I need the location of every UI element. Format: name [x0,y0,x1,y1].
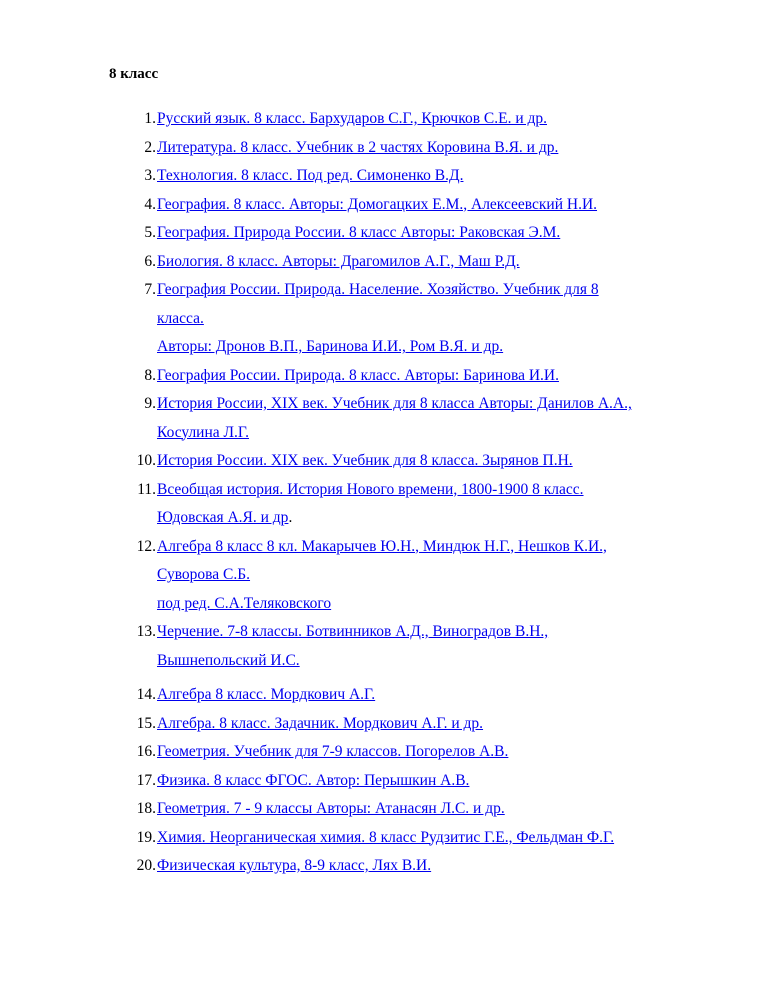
list-item-number: 11. [137,480,156,498]
list-item-line [157,561,730,590]
list-item [110,390,730,447]
section-heading: 8 класс [109,66,159,82]
list-item-number: 5. [144,224,156,241]
list-item-line [157,738,730,767]
list-item-line [157,248,730,277]
list-item [110,767,730,796]
list-item-line [157,105,730,134]
list-item-number: 20. [136,857,156,874]
book-link[interactable]: Литература. 8 класс. Учебник в 2 частях Коровина В.Я. и др. [157,138,559,156]
list-item-number: 17. [136,771,156,789]
list-item-line [157,618,730,647]
list-item [110,191,730,220]
list-item-line [157,647,730,676]
list-item-line [157,852,730,881]
book-link[interactable]: История России. XIX век. Учебник для 8 класса. Зырянов П.Н. [157,452,573,469]
book-link[interactable]: Алгебра 8 класс. Мордкович А.Г. [157,686,376,703]
list-item-line [157,824,730,853]
list-item [110,276,730,362]
list-item [110,852,730,881]
book-link[interactable]: География. Природа России. 8 класс Авторы: Раковская Э.М. [157,224,561,241]
list-item-number: 15. [136,714,156,732]
book-link[interactable]: Авторы: Дронов В.П., Баринова И.И., Ром В.Я. и др. [157,338,504,355]
list-item-number: 2. [144,138,156,156]
list-item-number: 1. [144,110,156,127]
book-link[interactable]: Химия. Неорганическая химия. 8 класс Рудзитис Г.Е., Фельдман Ф.Г. [157,828,615,846]
list-item-line [157,419,730,448]
list-item-line [157,447,730,476]
book-link[interactable]: класса. [157,309,204,327]
list-item [110,134,730,163]
list-item [110,476,730,533]
list-item-number: 8. [144,366,156,384]
list-item-number: 18. [136,800,156,817]
list-item-number: 4. [144,195,156,213]
list-item-line [157,476,730,505]
list-item [110,162,730,191]
book-link[interactable]: География России. Природа. 8 класс. Авторы: Баринова И.И. [157,366,559,384]
list-item-line [157,681,730,710]
book-link[interactable]: Алгебра. 8 класс. Задачник. Мордкович А.Г. и др. [157,714,484,732]
list-item-number: 14. [136,686,156,703]
book-link[interactable]: Косулина Л.Г. [157,423,250,441]
book-link[interactable]: Биология. 8 класс. Авторы: Драгомилов А.Г., Маш Р.Д. [157,252,520,270]
book-link[interactable]: Алгебра 8 класс 8 кл. Макарычев Ю.Н., Миндюк Н.Г., Нешков К.И., [157,537,607,555]
trailing-punctuation: . [288,509,293,526]
list-item-line [157,533,730,562]
book-link[interactable]: География России. Природа. Население. Хозяйство. Учебник для 8 [157,281,599,298]
list-item-number: 12. [136,537,156,555]
list-item-number: 9. [144,395,156,412]
list-item [110,248,730,277]
book-link[interactable]: Русский язык. 8 класс. Бархударов С.Г., Крючков С.Е. и др. [157,110,547,127]
list-item-line [157,162,730,191]
book-link[interactable]: Черчение. 7-8 классы. Ботвинников А.Д., Виноградов В.Н., [157,623,549,640]
list-item-line [157,333,730,362]
list-item-line [157,504,730,533]
list-item [110,105,730,134]
list-item-line [157,276,730,305]
list-item-number: 19. [136,828,156,846]
list-item-line [157,795,730,824]
book-link[interactable]: География. 8 класс. Авторы: Домогацких Е.М., Алексеевский Н.И. [157,195,598,213]
book-link[interactable]: Физика. 8 класс ФГОС. Автор: Перышкин А.В. [157,771,470,789]
list-item-line [157,305,730,334]
list-item-number: 6. [144,252,156,270]
list-item-line [157,362,730,391]
list-item-line [157,191,730,220]
list-item-line [157,134,730,163]
book-link[interactable]: История России, XIX век. Учебник для 8 класса Авторы: Данилов А.А., [157,395,632,412]
list-item-number: 7. [144,281,156,298]
list-item-line [157,767,730,796]
book-link[interactable]: Юдовская А.Я. и др [157,509,289,526]
list-item [110,738,730,767]
book-link[interactable]: Суворова С.Б. [157,566,251,583]
list-item-line [157,219,730,248]
list-item [110,362,730,391]
book-link[interactable]: Всеобщая история. История Нового времени, 1800-1900 8 класс. [157,480,584,498]
list-item [110,681,730,710]
list-item [110,795,730,824]
list-item-number: 10. [136,452,156,469]
list-item-line [157,710,730,739]
book-link[interactable]: Геометрия. Учебник для 7-9 классов. Погорелов А.В. [157,743,509,760]
book-link[interactable]: Геометрия. 7 - 9 классы Авторы: Атанасян Л.С. и др. [157,800,505,817]
book-link[interactable]: Физическая культура, 8-9 класс, Лях В.И. [157,857,432,874]
book-list [110,105,730,881]
list-item-number: 13. [136,623,156,640]
list-item-line [157,590,730,619]
list-item [110,447,730,476]
list-item-line [157,390,730,419]
list-item [110,219,730,248]
list-item [110,824,730,853]
list-item [110,618,730,675]
list-item-number: 3. [144,167,156,184]
book-link[interactable]: под ред. С.А.Теляковского [157,594,332,612]
book-link[interactable]: Технология. 8 класс. Под ред. Симоненко В.Д. [157,167,464,184]
book-link[interactable]: Вышнепольский И.С. [157,651,300,669]
list-item-number: 16. [136,743,156,760]
list-item [110,710,730,739]
list-item [110,533,730,619]
